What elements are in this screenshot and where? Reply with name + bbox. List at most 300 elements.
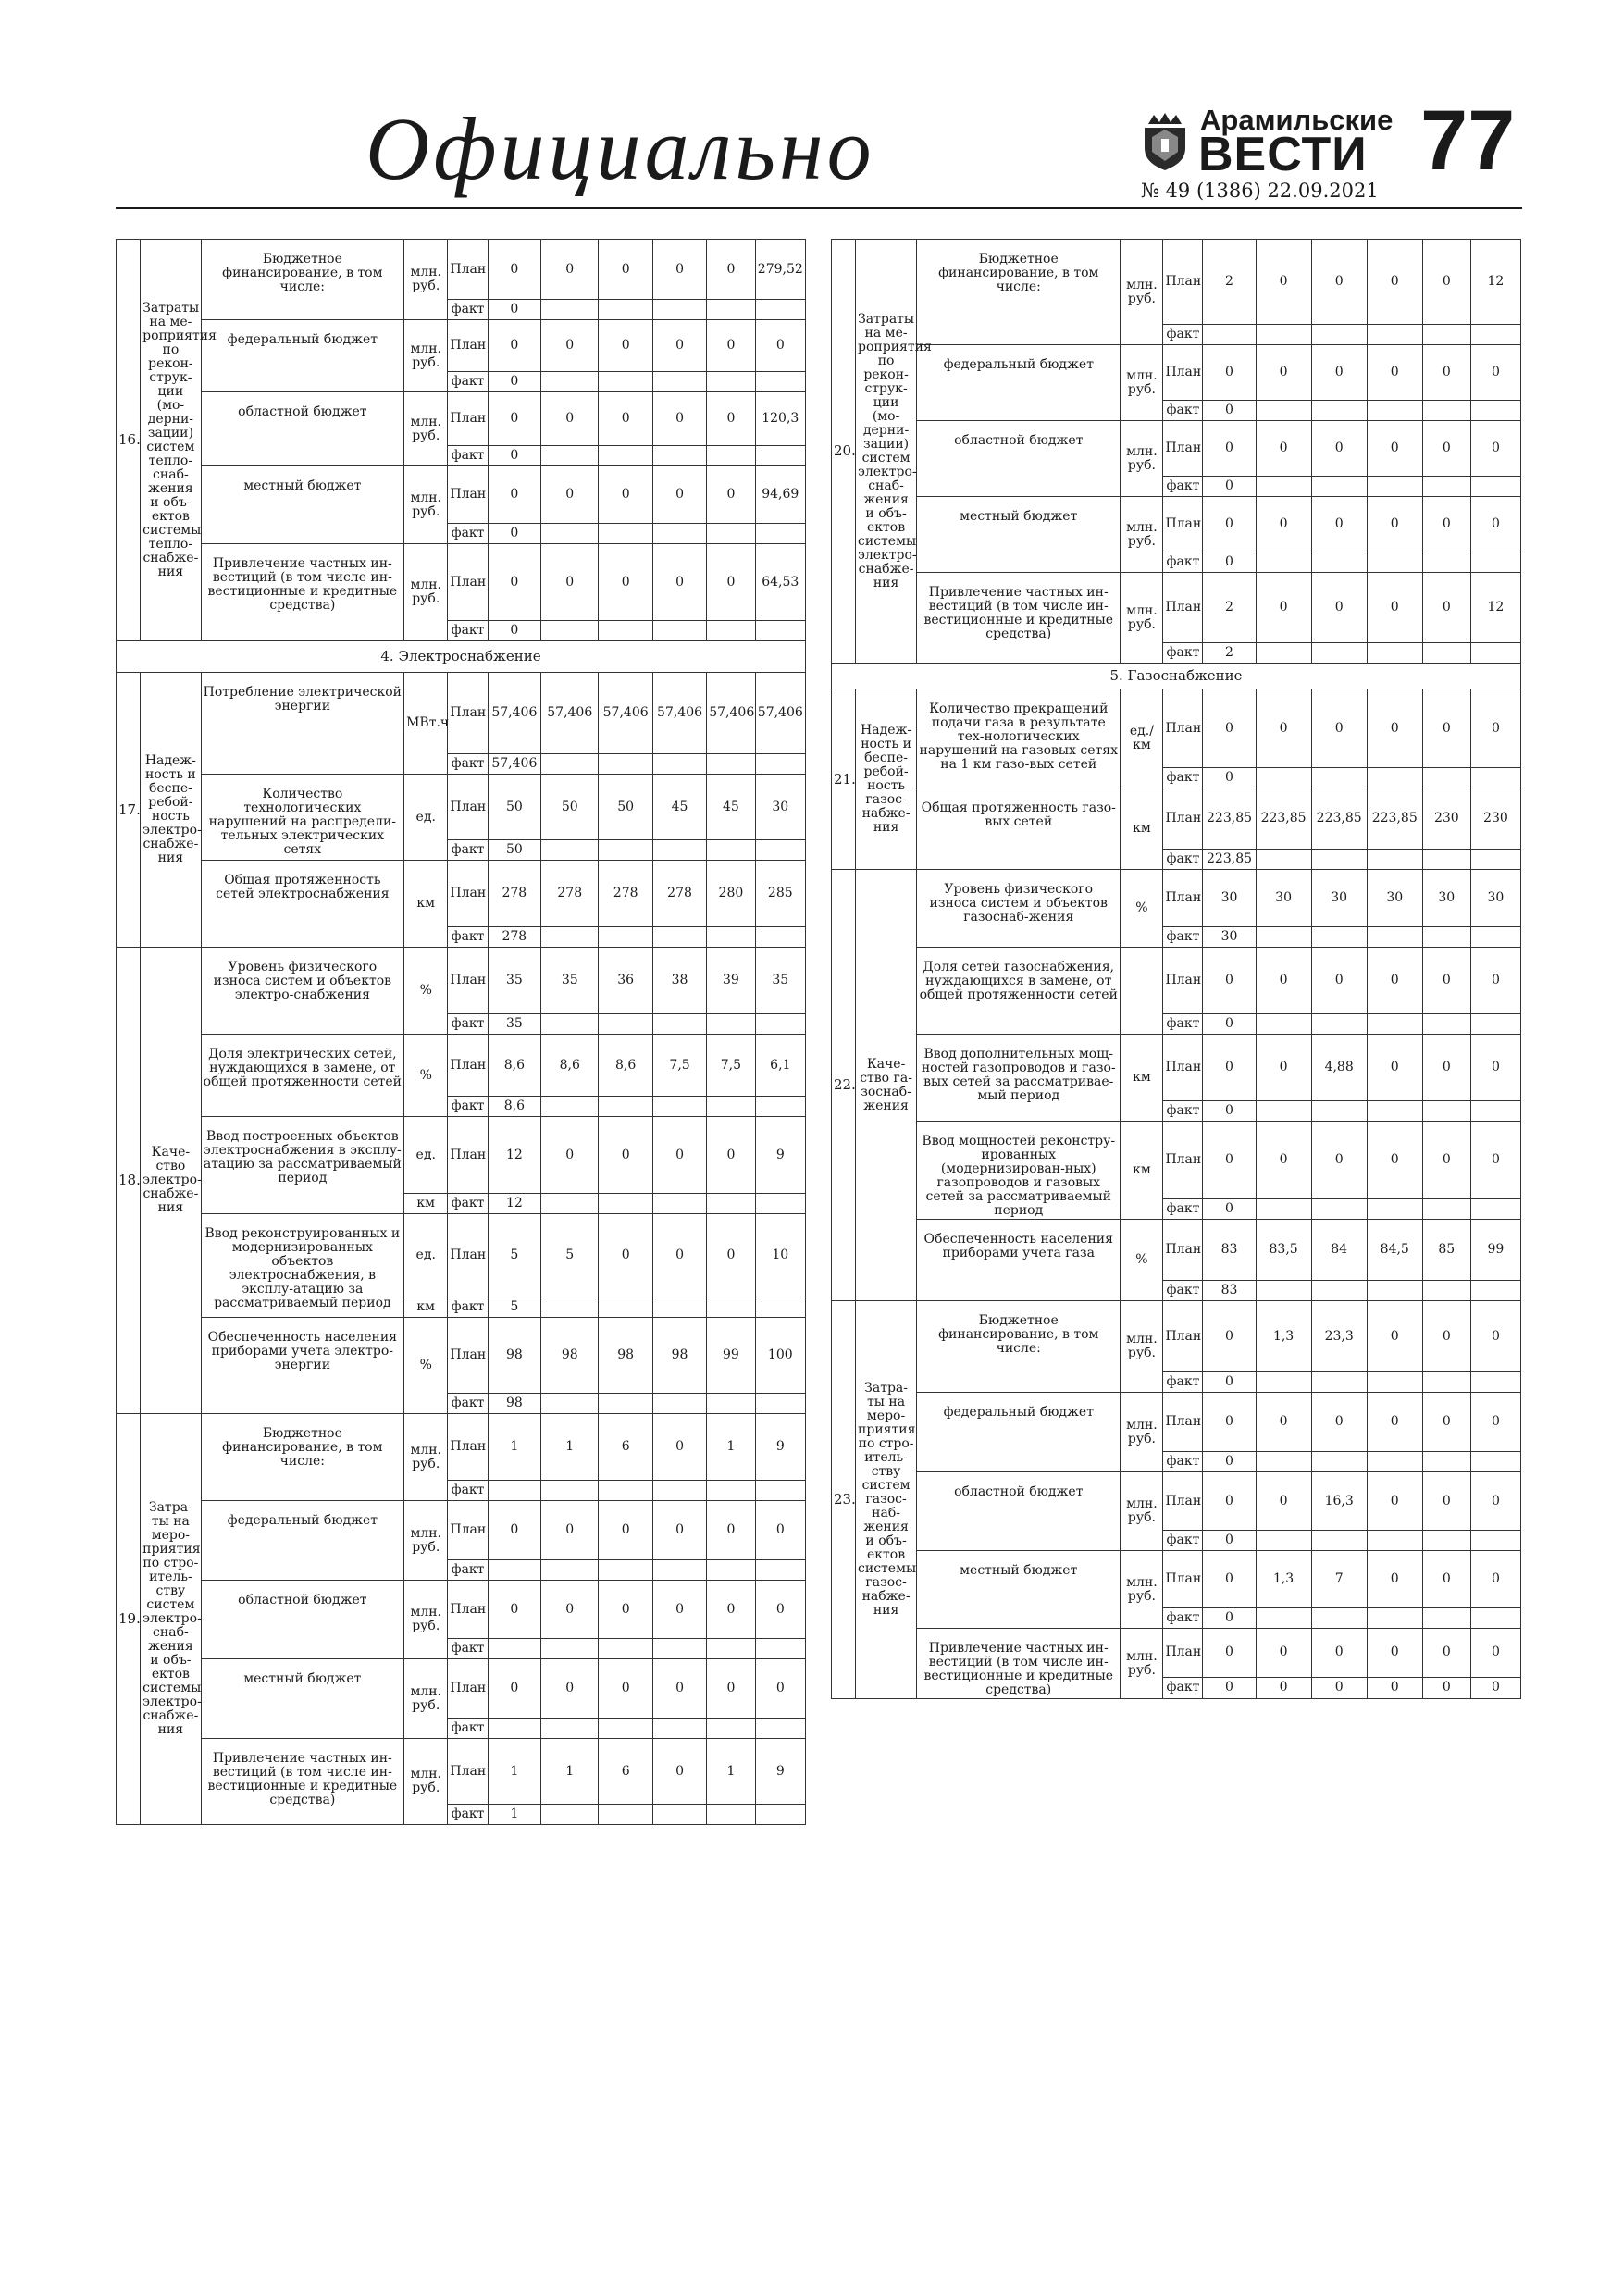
plan-row <box>832 1551 1521 1608</box>
fact-value <box>1367 927 1422 948</box>
plan-value: 278 <box>599 861 652 927</box>
plan-row <box>117 320 806 372</box>
indicator-label: местный бюджет <box>201 466 403 544</box>
fact-value <box>707 1194 755 1214</box>
plan-row <box>117 544 806 621</box>
fact-value <box>652 1481 706 1501</box>
fact-value <box>599 1481 652 1501</box>
fact-value <box>755 1194 805 1214</box>
unit-cell: млн. руб. <box>404 1739 448 1825</box>
plan-value: 0 <box>1422 240 1470 325</box>
fact-value: 0 <box>1203 1372 1256 1393</box>
indicator-label: Количество технологических нарушений на распредели-тельных электрических сетях <box>201 775 403 861</box>
section-heading: 5. Газоснабжение <box>832 664 1521 689</box>
plan-value: 0 <box>541 1659 599 1719</box>
unit-cell: млн. руб. <box>1121 1393 1163 1472</box>
plan-value: 64,53 <box>755 544 805 621</box>
plan-value: 0 <box>1203 689 1256 768</box>
fact-value <box>707 1097 755 1117</box>
fact-label: факт <box>1163 1608 1203 1629</box>
plan-value: 2 <box>1203 240 1256 325</box>
fact-value <box>707 927 755 948</box>
plan-value: 0 <box>707 1117 755 1194</box>
fact-value <box>541 1719 599 1739</box>
indicator-label: областной бюджет <box>201 1581 403 1659</box>
fact-value <box>541 1481 599 1501</box>
plan-value: 57,406 <box>599 673 652 754</box>
plan-value: 84 <box>1311 1220 1367 1281</box>
fact-value <box>652 1297 706 1318</box>
plan-value: 0 <box>1470 1551 1520 1608</box>
plan-value: 0 <box>1203 421 1256 477</box>
fact-value: 0 <box>1203 552 1256 573</box>
indicator-label: местный бюджет <box>917 1551 1121 1629</box>
plan-value: 0 <box>1203 948 1256 1014</box>
indicator-label: федеральный бюджет <box>917 1393 1121 1472</box>
plan-label: План <box>1163 1393 1203 1452</box>
indicator-label: Бюджетное финансирование, в том числе: <box>917 240 1121 345</box>
plan-value: 0 <box>1422 1472 1470 1531</box>
fact-value <box>1367 643 1422 664</box>
plan-value: 9 <box>755 1414 805 1481</box>
plan-value: 0 <box>1256 573 1311 643</box>
fact-value: 0 <box>488 621 540 641</box>
plan-value: 9 <box>755 1739 805 1805</box>
fact-value <box>652 754 706 775</box>
plan-value: 57,406 <box>541 673 599 754</box>
unit-cell: млн. руб. <box>404 466 448 544</box>
unit-cell: млн. руб. <box>404 1501 448 1581</box>
fact-value <box>541 1297 599 1318</box>
plan-value: 7,5 <box>652 1035 706 1097</box>
fact-value <box>755 1014 805 1035</box>
fact-value: 0 <box>1203 1608 1256 1629</box>
fact-value <box>1256 1101 1311 1122</box>
plan-label: План <box>1163 1122 1203 1199</box>
fact-label: факт <box>448 1194 488 1214</box>
plan-value: 0 <box>1470 421 1520 477</box>
fact-value <box>755 524 805 544</box>
fact-value <box>599 1394 652 1414</box>
plan-label: План <box>1163 689 1203 768</box>
unit-cell: км <box>1121 1035 1163 1122</box>
fact-value: 0 <box>1256 1677 1311 1698</box>
plan-value: 0 <box>1256 240 1311 325</box>
fact-value: 0 <box>488 372 540 392</box>
fact-value <box>755 1297 805 1318</box>
plan-value: 0 <box>1311 497 1367 552</box>
plan-row <box>832 1035 1521 1101</box>
plan-value: 0 <box>1470 948 1520 1014</box>
plan-value: 0 <box>599 466 652 524</box>
plan-label: План <box>1163 1035 1203 1101</box>
fact-value <box>707 524 755 544</box>
plan-label: План <box>1163 497 1203 552</box>
plan-value: 0 <box>488 392 540 446</box>
fact-value <box>1422 325 1470 345</box>
plan-value: 0 <box>1367 421 1422 477</box>
fact-value: 0 <box>1203 1677 1256 1698</box>
fact-label: факт <box>448 524 488 544</box>
fact-value <box>1311 477 1367 497</box>
indicator-label: Привлечение частных ин-вестиций (в том числе ин-вестиционные и кредитные средства) <box>917 573 1121 664</box>
unit-cell: ед. <box>404 1117 448 1194</box>
fact-value <box>599 1805 652 1825</box>
plan-value: 0 <box>652 1214 706 1297</box>
plan-row <box>832 1301 1521 1372</box>
plan-value: 0 <box>1256 1472 1311 1531</box>
indicator-label: Бюджетное финансирование, в том числе: <box>917 1301 1121 1393</box>
plan-value: 0 <box>707 466 755 524</box>
fact-value <box>1422 1014 1470 1035</box>
fact-value <box>1256 401 1311 421</box>
fact-value: 0 <box>1203 1014 1256 1035</box>
plan-value: 0 <box>488 320 540 372</box>
fact-value <box>707 1014 755 1035</box>
plan-value: 0 <box>652 392 706 446</box>
fact-value: 278 <box>488 927 540 948</box>
plan-row <box>832 421 1521 477</box>
fact-value <box>488 1639 540 1659</box>
plan-value: 0 <box>1311 573 1367 643</box>
plan-value: 0 <box>1422 1122 1470 1199</box>
fact-value <box>707 621 755 641</box>
plan-value: 0 <box>1470 689 1520 768</box>
fact-value: 35 <box>488 1014 540 1035</box>
fact-value <box>541 840 599 861</box>
plan-label: План <box>1163 1472 1203 1531</box>
plan-value: 278 <box>541 861 599 927</box>
fact-value: 1 <box>488 1805 540 1825</box>
plan-row <box>117 948 806 1014</box>
plan-value: 0 <box>755 1659 805 1719</box>
fact-value <box>1256 325 1311 345</box>
fact-value <box>599 840 652 861</box>
plan-value: 278 <box>488 861 540 927</box>
plan-row <box>117 861 806 927</box>
unit-cell: млн. руб. <box>404 1414 448 1501</box>
plan-value: 0 <box>1367 1035 1422 1101</box>
plan-row <box>117 392 806 446</box>
plan-value: 5 <box>488 1214 540 1297</box>
fact-value <box>1367 1281 1422 1301</box>
plan-row <box>832 573 1521 643</box>
fact-value <box>652 300 706 320</box>
plan-value: 12 <box>488 1117 540 1194</box>
plan-value: 0 <box>541 466 599 524</box>
unit-cell: млн. руб. <box>404 320 448 392</box>
fact-label: факт <box>448 927 488 948</box>
fact-value <box>541 1394 599 1414</box>
indicator-group-name: Каче-ство электро-снабже-ния <box>141 948 201 1414</box>
fact-unit-cell: км <box>404 1194 448 1214</box>
fact-value: 0 <box>1203 477 1256 497</box>
plan-value: 0 <box>1367 1551 1422 1608</box>
indicator-group-name: Надеж-ность и беспе-ребой-ность газос-набже-ния <box>856 689 917 870</box>
fact-value <box>707 1481 755 1501</box>
fact-label: факт <box>1163 927 1203 948</box>
fact-value <box>541 300 599 320</box>
plan-value: 0 <box>1470 1629 1520 1678</box>
plan-value: 0 <box>488 1581 540 1639</box>
plan-value: 0 <box>599 392 652 446</box>
fact-value <box>1256 477 1311 497</box>
fact-value <box>1422 552 1470 573</box>
fact-value <box>599 372 652 392</box>
plan-value: 1 <box>488 1739 540 1805</box>
fact-value <box>652 1097 706 1117</box>
fact-value <box>652 1014 706 1035</box>
fact-value <box>599 1014 652 1035</box>
plan-label: План <box>1163 240 1203 325</box>
fact-label: факт <box>1163 1198 1203 1219</box>
fact-value <box>707 1719 755 1739</box>
plan-value: 0 <box>1422 573 1470 643</box>
indicator-label: Бюджетное финансирование, в том числе: <box>201 1414 403 1501</box>
plan-label: План <box>448 544 488 621</box>
indicator-label: федеральный бюджет <box>917 345 1121 421</box>
plan-value: 50 <box>488 775 540 840</box>
plan-label: План <box>448 1035 488 1097</box>
indicator-group-name: Затра-ты на меро-приятия по стро-итель-ству систем газос-наб-жения и объ-ектов системы газос-набже-ния <box>856 1301 917 1699</box>
plan-value: 278 <box>652 861 706 927</box>
fact-value <box>1311 850 1367 870</box>
fact-value <box>707 840 755 861</box>
fact-value <box>1422 401 1470 421</box>
fact-value: 12 <box>488 1194 540 1214</box>
plan-value: 39 <box>707 948 755 1014</box>
plan-value: 0 <box>652 1501 706 1560</box>
fact-label: факт <box>1163 477 1203 497</box>
plan-row <box>832 1220 1521 1281</box>
fact-label: факт <box>1163 643 1203 664</box>
plan-value: 0 <box>1422 948 1470 1014</box>
fact-value <box>541 446 599 466</box>
plan-value: 98 <box>599 1318 652 1394</box>
plan-row <box>832 240 1521 325</box>
fact-value <box>488 1481 540 1501</box>
plan-value: 10 <box>755 1214 805 1297</box>
plan-value: 0 <box>541 392 599 446</box>
fact-label: факт <box>1163 1531 1203 1551</box>
section-row <box>832 664 1521 689</box>
fact-value <box>707 372 755 392</box>
fact-value <box>541 1014 599 1035</box>
plan-value: 0 <box>1367 689 1422 768</box>
plan-value: 0 <box>707 1501 755 1560</box>
fact-value <box>652 621 706 641</box>
plan-value: 100 <box>755 1318 805 1394</box>
fact-value <box>1470 927 1520 948</box>
plan-value: 0 <box>541 240 599 300</box>
fact-label: факт <box>448 1014 488 1035</box>
fact-value <box>1256 643 1311 664</box>
plan-value: 8,6 <box>541 1035 599 1097</box>
plan-value: 57,406 <box>755 673 805 754</box>
fact-value <box>755 372 805 392</box>
plan-value: 0 <box>599 240 652 300</box>
fact-value <box>599 621 652 641</box>
plan-value: 30 <box>755 775 805 840</box>
fact-label: факт <box>1163 1372 1203 1393</box>
indicator-label: Доля сетей газоснабжения, нуждающихся в замене, от общей протяженности сетей <box>917 948 1121 1035</box>
fact-value <box>1311 325 1367 345</box>
fact-value <box>707 1394 755 1414</box>
unit-cell: МВт.ч <box>404 673 448 775</box>
fact-value <box>707 300 755 320</box>
fact-value <box>1311 1014 1367 1035</box>
fact-value <box>541 1560 599 1581</box>
plan-value: 0 <box>652 240 706 300</box>
plan-row <box>832 689 1521 768</box>
indicator-label: Количество прекращений подачи газа в результате тех-нологических нарушений на газовых сетях на 1 км газо-вых сетей <box>917 689 1121 788</box>
fact-label: факт <box>1163 1677 1203 1698</box>
plan-value: 38 <box>652 948 706 1014</box>
plan-row <box>832 1122 1521 1199</box>
plan-value: 0 <box>707 320 755 372</box>
fact-value: 0 <box>488 446 540 466</box>
plan-label: План <box>1163 345 1203 401</box>
plan-label: План <box>1163 788 1203 850</box>
fact-value <box>1470 1198 1520 1219</box>
plan-value: 0 <box>1470 345 1520 401</box>
plan-label: План <box>448 1414 488 1481</box>
fact-value <box>755 446 805 466</box>
fact-value: 5 <box>488 1297 540 1318</box>
plan-value: 279,52 <box>755 240 805 300</box>
fact-value <box>1367 477 1422 497</box>
row-number: 20. <box>832 240 856 664</box>
fact-unit-cell: км <box>404 1297 448 1318</box>
plan-value: 0 <box>541 320 599 372</box>
fact-value <box>541 524 599 544</box>
fact-label: факт <box>1163 1014 1203 1035</box>
plan-label: План <box>448 673 488 754</box>
fact-value <box>1311 401 1367 421</box>
fact-value <box>1422 1101 1470 1122</box>
plan-value: 0 <box>1203 1122 1256 1199</box>
fact-value <box>755 754 805 775</box>
fact-value <box>755 1394 805 1414</box>
plan-value: 0 <box>1203 1629 1256 1678</box>
fact-value <box>599 754 652 775</box>
header-rule <box>116 207 1522 209</box>
fact-label: факт <box>448 1097 488 1117</box>
plan-value: 0 <box>1367 1122 1422 1199</box>
plan-row <box>832 788 1521 850</box>
plan-value: 0 <box>1311 345 1367 401</box>
plan-value: 0 <box>1311 689 1367 768</box>
plan-value: 57,406 <box>707 673 755 754</box>
plan-value: 0 <box>1311 948 1367 1014</box>
plan-label: План <box>448 775 488 840</box>
plan-value: 0 <box>755 320 805 372</box>
plan-value: 0 <box>1256 345 1311 401</box>
fact-value <box>599 524 652 544</box>
plan-label: План <box>448 1117 488 1194</box>
plan-label: План <box>448 1739 488 1805</box>
unit-cell: % <box>404 948 448 1035</box>
fact-value <box>1311 1452 1367 1472</box>
plan-value: 223,85 <box>1256 788 1311 850</box>
fact-value <box>1422 1531 1470 1551</box>
plan-value: 50 <box>541 775 599 840</box>
plan-value: 35 <box>488 948 540 1014</box>
unit-cell: млн. руб. <box>404 544 448 641</box>
plan-value: 30 <box>1422 870 1470 927</box>
fact-value <box>1367 401 1422 421</box>
fact-value <box>1422 1372 1470 1393</box>
plan-value: 0 <box>1422 689 1470 768</box>
indicator-group-name: Затраты на ме-роприятия по рекон-струк-ции (мо-дерни-зации) систем тепло-снаб-жения и объ-ектов системы тепло-снабже-ния <box>141 240 201 641</box>
fact-value <box>652 1194 706 1214</box>
fact-value <box>1367 1101 1422 1122</box>
fact-value <box>755 1481 805 1501</box>
plan-value: 99 <box>1470 1220 1520 1281</box>
plan-value: 12 <box>1470 573 1520 643</box>
indicator-label: областной бюджет <box>917 1472 1121 1551</box>
plan-label: План <box>448 240 488 300</box>
fact-value <box>1256 1531 1311 1551</box>
fact-value <box>652 1639 706 1659</box>
fact-value <box>1367 1014 1422 1035</box>
plan-value: 0 <box>1256 689 1311 768</box>
unit-cell: км <box>1121 1122 1163 1220</box>
fact-label: факт <box>448 621 488 641</box>
fact-value <box>1422 477 1470 497</box>
fact-value <box>1367 552 1422 573</box>
plan-value: 50 <box>599 775 652 840</box>
fact-value <box>652 1560 706 1581</box>
fact-value <box>1422 768 1470 788</box>
plan-row <box>832 1629 1521 1678</box>
fact-value <box>652 1719 706 1739</box>
plan-row <box>832 345 1521 401</box>
plan-value: 98 <box>652 1318 706 1394</box>
indicator-label: Ввод мощностей реконстру-ированных (модернизирован-ных) газопроводов и газовых сетей за рассматриваемый период <box>917 1122 1121 1220</box>
fact-value <box>599 1097 652 1117</box>
plan-value: 0 <box>707 1581 755 1639</box>
unit-cell: % <box>404 1035 448 1117</box>
plan-label: План <box>1163 1220 1203 1281</box>
plan-value: 0 <box>541 1501 599 1560</box>
plan-label: План <box>448 1214 488 1297</box>
unit-cell: млн. руб. <box>1121 240 1163 345</box>
plan-value: 0 <box>1470 497 1520 552</box>
fact-label: факт <box>1163 850 1203 870</box>
plan-value: 0 <box>1422 1035 1470 1101</box>
plan-value: 0 <box>541 1117 599 1194</box>
fact-value <box>1256 1372 1311 1393</box>
fact-label: факт <box>448 1639 488 1659</box>
fact-value: 0 <box>1470 1677 1520 1698</box>
fact-value <box>541 372 599 392</box>
plan-value: 0 <box>652 1414 706 1481</box>
plan-value: 99 <box>707 1318 755 1394</box>
fact-value <box>1256 768 1311 788</box>
fact-label: факт <box>1163 1452 1203 1472</box>
fact-value <box>1470 325 1520 345</box>
indicator-label: Ввод дополнительных мощ-ностей газопроводов и газо-вых сетей за рассматривае-мый период <box>917 1035 1121 1122</box>
plan-value: 7,5 <box>707 1035 755 1097</box>
plan-value: 0 <box>1367 497 1422 552</box>
section-row <box>117 641 806 673</box>
fact-value: 98 <box>488 1394 540 1414</box>
plan-value: 0 <box>1311 421 1367 477</box>
fact-label: факт <box>1163 1101 1203 1122</box>
plan-value: 94,69 <box>755 466 805 524</box>
plan-value: 0 <box>1311 1393 1367 1452</box>
